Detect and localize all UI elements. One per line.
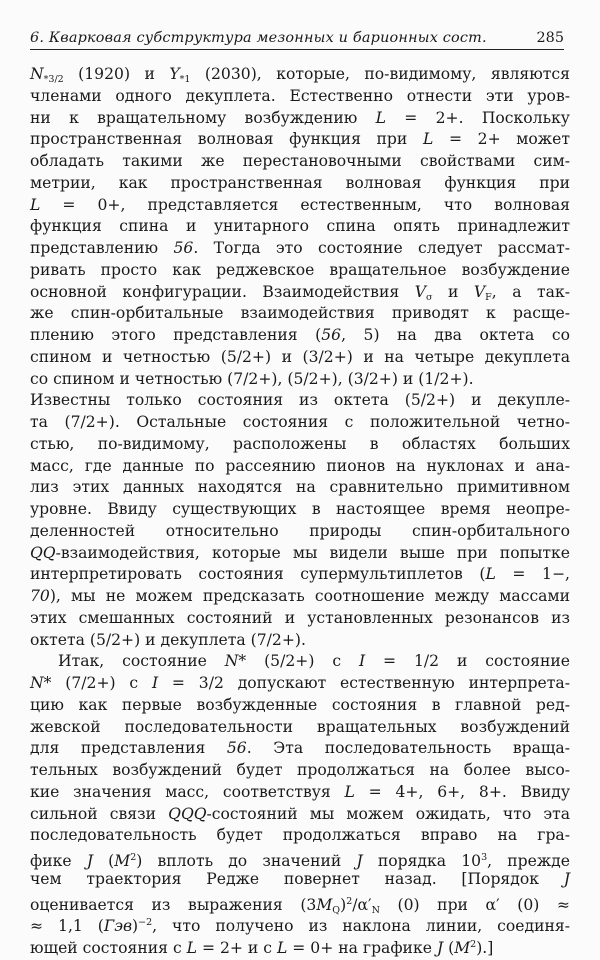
text-line: со спином и четностью (7/2+), (5/2+), (3/2+) и (1/2+).	[30, 369, 474, 388]
text-line: жевской последовательности вращательных возбуждений	[30, 717, 570, 736]
text-line: N* (7/2+) с I = 3/2 допускают естественную интерпрета-	[30, 674, 570, 692]
text-line: масс, где данные по рассеянию пионов на нуклонах и ана-	[30, 456, 570, 475]
text-line: Итак, состояние N* (5/2+) с I = 1/2 и состояние	[58, 652, 571, 671]
text-line: деленностей относительно природы спин-орбитального	[30, 521, 570, 540]
text-line: ривать просто как реджевское вращательное возбуждение	[30, 260, 570, 279]
text-line: тельных возбуждений будет продолжаться на более высо-	[30, 761, 570, 779]
text-line: метрии, как пространственная волновая функция при	[30, 173, 570, 192]
text-line: пространственная волновая функция при L = 2+ может	[30, 130, 570, 149]
text-line: плению этого представления (56, 5) на два октета со	[30, 326, 570, 344]
text-line: лиз этих данных находятся на сравнительно примитивном	[30, 478, 570, 497]
text-line: L = 0+, представляется естественным, что волновая	[30, 195, 570, 214]
text-line: цию как первые возбужденные состояния в главной ред-	[30, 695, 570, 714]
text-line: QQ-взаимодействия, которые мы видели выше при попытке	[30, 543, 570, 562]
text-line: оценивается из выражения $(3M_Q)^2/\alpha'_N$ (0) при α′ (0) ≈	[30, 895, 570, 916]
text-line: функция спина и унитарного спина опять принадлежит	[30, 217, 570, 236]
text-line: для представления 56. Эта последовательность враща-	[30, 739, 570, 758]
text-line: ≈ 1,1 (Гэв)$^{-2}$, что получено из наклона линии, соединя-	[30, 917, 570, 936]
text-line: основной конфигурации. Взаимодействия $V_\sigma$ и $V_F$, а так-	[30, 282, 570, 303]
text-line: та (7/2+). Остальные состояния с положительной четно-	[30, 413, 570, 431]
text-line: $N_{*3/2}$ (1920) и $Y_{*1}$ (2030), которые, по-видимому, являются	[30, 65, 570, 85]
text-line: стью, по-видимому, расположены в областях больших	[30, 434, 570, 453]
text-line: октета (5/2+) и декуплета (7/2+).	[30, 630, 306, 649]
page-number: 285	[536, 30, 564, 46]
text-line: уровне. Ввиду существующих в настоящее время неопре-	[30, 500, 570, 518]
text-line: обладать такими же перестановочными свойствами сим-	[30, 152, 570, 170]
text-line: последовательность будет продолжаться вправо на гра-	[30, 826, 570, 845]
text-line: 70), мы не можем предсказать соотношение между массами	[30, 587, 570, 605]
text-line: членами одного декуплета. Естественно отнести эти уров-	[30, 86, 570, 105]
running-header	[30, 27, 564, 50]
text-line: Известны только состояния из октета (5/2+) и декупле-	[30, 391, 570, 410]
text-line: же спин-орбитальные взаимодействия приводят к расще-	[30, 304, 570, 323]
text-line: фике J $(M^2)$ вплоть до значений J порядка $10^3$, прежде	[30, 852, 570, 870]
text-line: сильной связи QQQ-состояний мы можем ожидать, что эта	[30, 804, 571, 823]
text-line: ющей состояния с L = 2+ и с L = 0+ на графике J $(M^2)$.]	[30, 939, 494, 957]
text-line: чем траектория Редже повернет назад. [Порядок J	[30, 869, 570, 888]
text-line: интерпретировать состояния супермультиплетов (L = 1−,	[30, 565, 570, 584]
text-line: кие значения масс, соответствуя L = 4+, 6+, 8+. Ввиду	[30, 782, 571, 801]
text-line: представлению 56. Тогда это состояние следует рассмат-	[30, 239, 570, 257]
text-line: спином и четностью (5/2+) и (3/2+) и на четыре декуплета	[30, 347, 570, 366]
text-line: ни к вращательному возбуждению L = 2+. Поскольку	[30, 108, 570, 127]
text-line: этих смешанных состояний и установленных резонансов из	[30, 608, 570, 627]
running-title: 6. Кварковая субструктура мезонных и барионных сост.	[30, 30, 487, 46]
body-text	[30, 64, 570, 956]
